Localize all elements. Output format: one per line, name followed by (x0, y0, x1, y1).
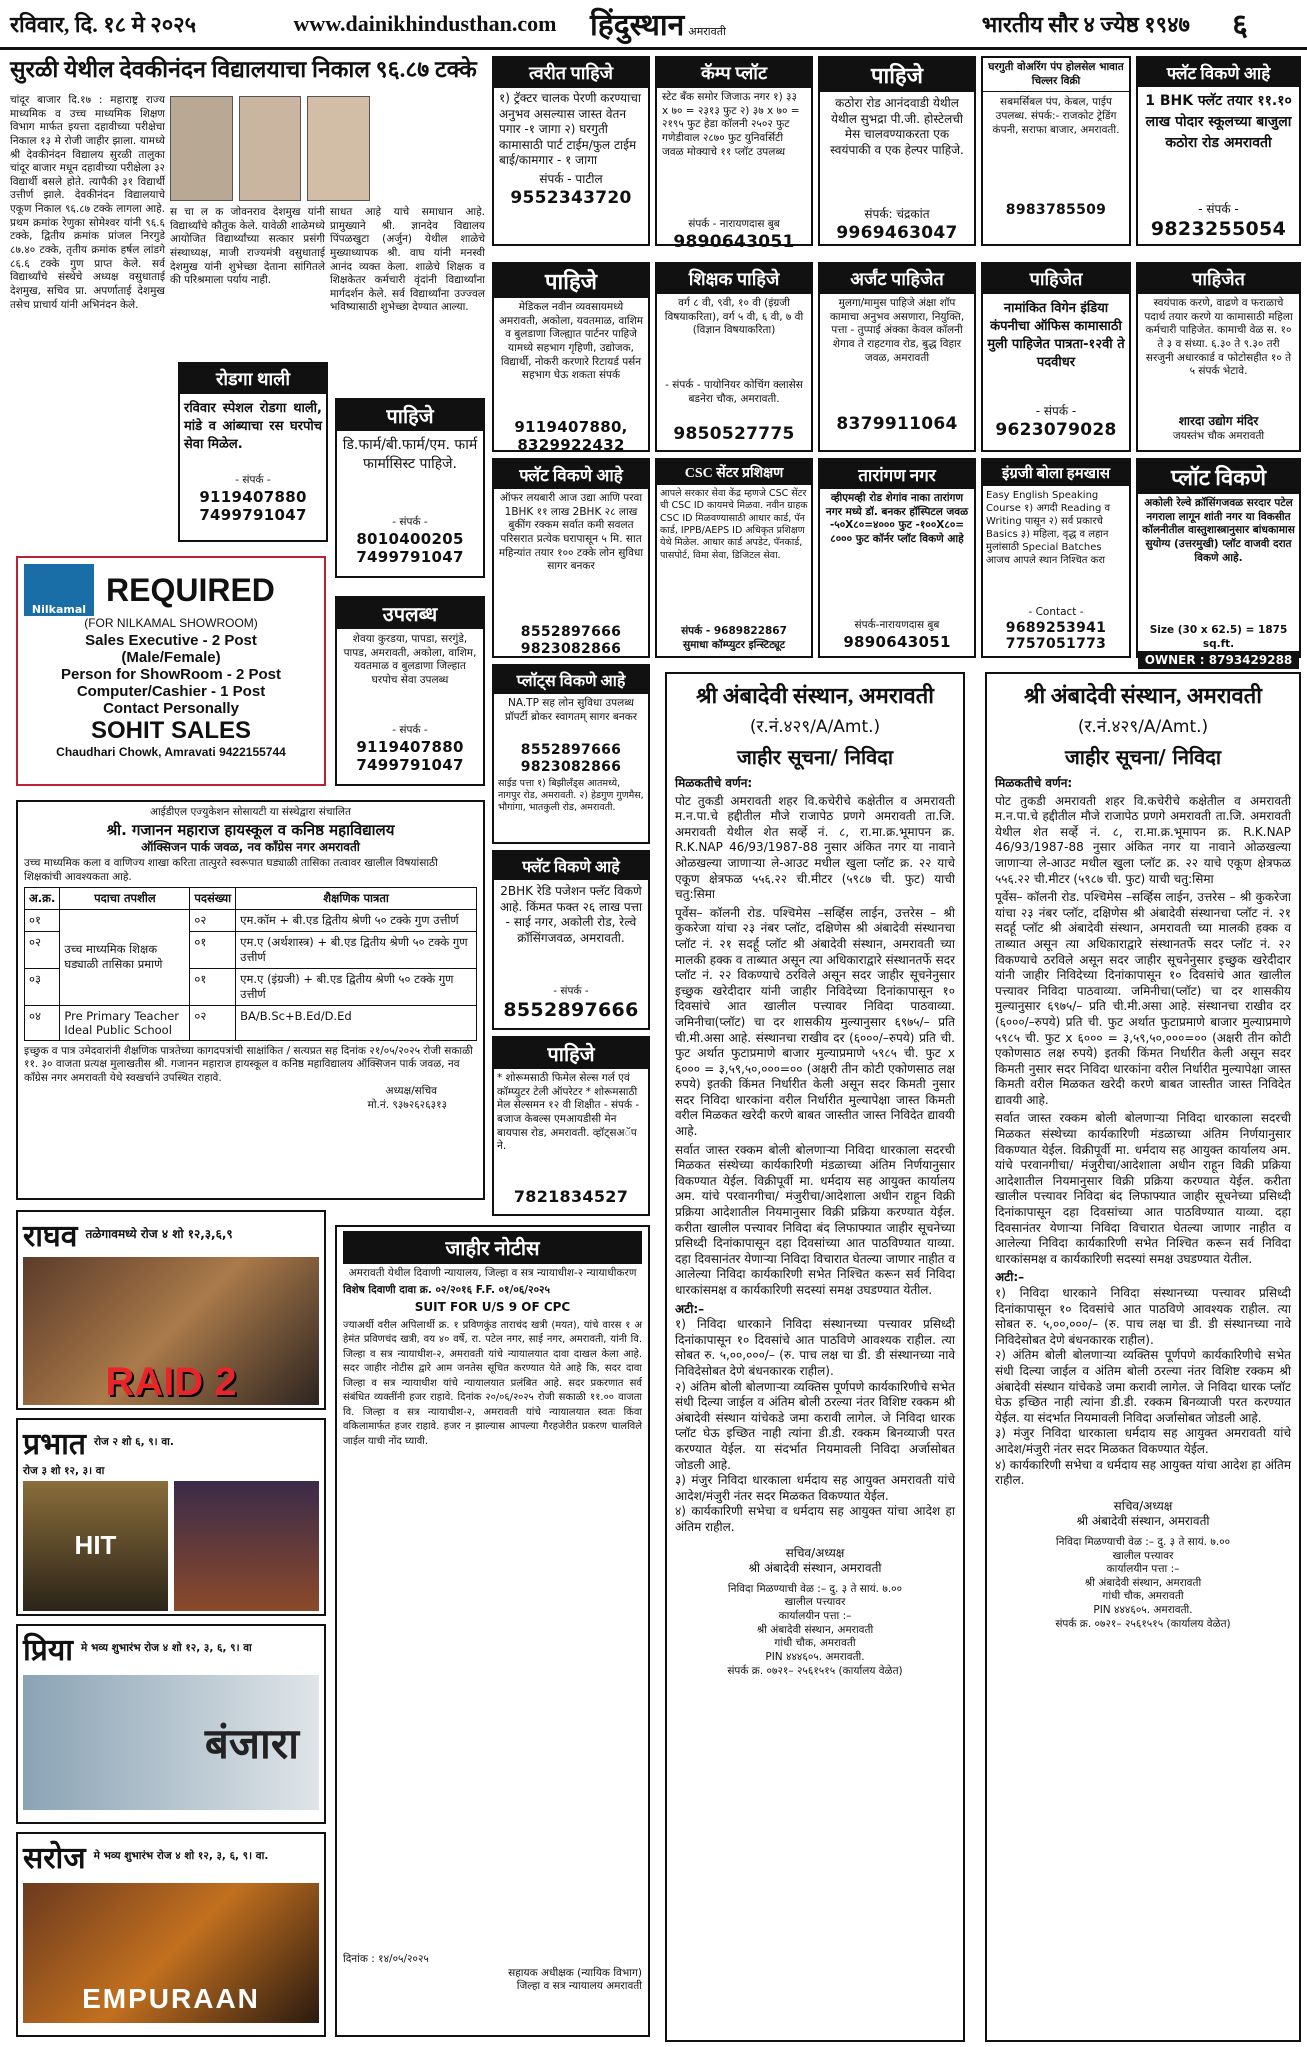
table-row: ०३ ०१ एम.ए (इंग्रजी) + बी.एड द्वितीय श्रेणी ५० टक्के गुण उत्तीर्ण (25, 968, 477, 1005)
school-notice: आईडीएल एज्युकेशन सोसायटी या संस्थेद्वारा संचालित श्री. गजानन महाराज हायस्कूल व कनिष्ठ महाविद्यालय ऑक्सिजन पार्क जवळ, नव काँग्रेस नगर अमरावती उच्च माध्यमिक कला व वाणिज्य शाखा करिता तात्पुरते स्वरूपात घड्याळी तासिका तत्वावर खालील विषयांसाठी शिक्षकांची आवश्यकता आहे. अ.क्र. पदाचा तपशील पदसंख्या शैक्षणिक पात्रता ०१ उच्च माध्यमिक शिक्षक घड्याळी तासिका प्रमाणे ०२ एम.कॉम + बी.एड द्वितीय श्रेणी ५० टक्के गुण उत्तीर्ण ०२ ०१ एम.ए (अर्थशास्त्र) + बी.एड द्वितीय श्रेणी ५० टक्के गुण उत्तीर्ण ०३ ०१ एम.ए (इंग्रजी) + बी.एड द्वितीय श्रेणी ५० टक्के गुण उत्तीर्ण ०४ Pre Primary Teacher Ideal Public School ०२ BA/B.Sc+B.Ed/D.Ed इच्छुक व पात्र उमेदवारांनी शैक्षणिक पात्रतेच्या कागदपत्रांची साक्षांकित / सत्यप्रत सह दिनांक २१/०५/२०२५ रोजी सकाळी ११. ३० वाजता प्रत्यक्ष मुलाखतीस श्री. गजानन महाराज हायस्कूल व कनिष्ठ महाविद्यालय ऑक्सिजन पार्क जवळ, नव काँग्रेस नगर अमरावती येथे स्वखर्चाने उपस्थित राहावे. अध्यक्ष/सचिव मो.नं. ९३७२६२६३१३ (16, 800, 485, 1200)
ad-urgent-wanted: अर्जंट पाहिजेत मुलगा/मामुस पाहिजे अंक्षा शॉप कामाचा अनुभव असणारा, नियुक्ति, पत्ता - तुप्पाई अंक्का केवल कॉलनी शेगाव ते राहटगाव रोड, बुद्ध विहार जवळ, अमरावती 8379911064 (818, 262, 976, 452)
ad-2bhk-flat: फ्लॅट विकणे आहे 2BHK रेडि पजेशन फ्लॅट विकणे आहे. किंमत फक्त २६ लाख पत्ता - साई नगर, अकोली रोड, रेल्वे क्रॉसिंगजवळ, अमरावती. - संपर्क - 8552897666 (492, 850, 650, 1030)
movie-poster-hit: HIT (23, 1481, 168, 1611)
cinema-raghav: राघव तळेगावमध्ये रोज ४ शो १२,३,६,९ RAID 2 (16, 1210, 326, 1410)
ad-showroom-staff: पाहिजे * शोरूमसाठी फिमेल सेल्स गर्ल एवं कॉम्प्युटर टेली ऑपरेटर * शोरूमसाठी मेल सेल्समन १२ वी शिक्षीत - संपर्क - बजाज केबल्स एमआयडीसी मेन बायपास रोड, अमरावती. व्हॉट्सअॅप ने. 7821834527 (492, 1036, 650, 1216)
lead-col-1: चांदूर बाजार दि.१७ : महाराष्ट्र राज्य माध्यमिक व उच्च माध्यमिक शिक्षण विभाग मार्फत इयत्ता दहावीच्या परीक्षेचा निकाल १३ मे रोजी जाहीर झाला. यामध्ये श्री देवकीनंदन विद्यालय सुरळी तालुका चांदूर बाजार मधून दहावीच्या परीक्षेला ३२ विद्यार्थी बसले होते. त्यापैकी ३१ विद्यार्थी उत्तीर्ण झाले. देवकीनंदन विद्यालयाचे एकूण निकाल ९६.८७ टक्के लागला आहे. प्रथम क्रमांक रेणुका सोमेश्वर यांनी ९६.६ टक्के, द्वितीय क्रमांक प्रांजल निरगुडे ८७.४० टक्के, तृतीय क्रमांक हर्षल लांडगे ८६.६ टक्के गुण प्राप्त केले. सर्व विद्यार्थ्यांचे संस्थेचे अध्यक्ष वसुधाताई देशमुख, सचिव प्रा. अपर्णाताई देशमुख तसेच प्राचार्य यांनी अभिनंदन केले. (10, 94, 165, 311)
lead-col-2: स चा ल क जोवनराव देशमुख यांनी विद्यार्थ्यांचे कौतुक केले. यावेळी शाळेमध्ये आयोजित विद्यार्थ्यांच्या सत्कार प्रसंगी संस्थाध्यक्ष, माजी राज्यमंत्री वसुधाताई देशमुख यांनी शुभेच्छा देताना सांगितले की परिश्रमाला पर्याय नाही. (170, 206, 325, 287)
ad-rodga-thali: रोडगा थाली रविवार स्पेशल रोडगा थाली, मांडे व आंब्याचा रस घरपोच सेवा मिळेल. - संपर्क - 9119407880 7499791047 (178, 362, 328, 542)
table-row: ०१ उच्च माध्यमिक शिक्षक घड्याळी तासिका प्रमाणे ०२ एम.कॉम + बी.एड द्वितीय श्रेणी ५० टक्के गुण उत्तीर्ण (25, 909, 477, 931)
tender-notice-1: श्री अंबादेवी संस्थान, अमरावती (र.नं.४२९/A/Amt.) जाहीर सूचना/ निविदा मिळकतीचे वर्णन: पोट तुकडी अमरावती शहर वि.कचेरीचे कक्षेतील व अमरावती म.न.पा.चे हद्दीतील मौजे राजापेठ प्रणगे अमरावती ता.जि. अमरावती येथील शेत सर्व्हे नं. ८, रा.मा.क्र.भूमापन क्र. R.K.NAP 46/93/1987-88 नुसार अंकित नगर या नावाने ओळखल्या जाणाऱ्या ले-आउट मधील खुला प्लॉट क्र. २२ याचे एकूण क्षेत्रफळ ५५६.२२ ची.मीटर (५९८७ ची. फुट) याची चतु:सिमा पूर्वेस– कॉलनी रोड. पश्चिमेस –सर्व्हिस लाईन, उत्तरेस – श्री कुकरेजा यांचा २३ नंबर प्लॉट, दक्षिणेस श्री अंबादेवी संस्थानचा प्लॉट नं. २१ सदर्हू प्लॉट श्री अंबादेवी संस्थान, अमरावती च्या मालकी हक्क व ताब्यात असून त्या अधिकाराद्वारे संस्थानतर्फे सदर प्लॉट नं. २२ विकण्याचे ठरविले असून सदर जाहीर सूचनेनुसार इच्छुक खरेदीदार यांनी जाहीर निविदेच्या दिनांकापासून १० दिवसांचे आत खालील पत्त्यावर निविदा पाठवाव्या. जमिनीचा(प्लॉट) चा दर शासकीय मुल्यानुसार ६९७५/– प्रति ची.मी.असा आहे. संस्थानचा राखीव दर (६०००/–रुपये) प्रति ची. फुट अर्थात फुटाप्रमाणे बाजार मुल्याप्रमाणे ५९८५ ची. फुट x ६००० = ३,५९,५०,०००=०० (अक्षरी तीन कोटी एकोणसाठ लक्ष रुपये) इतकी किंमत निर्धारीत केली असून सदर किमती नुसार सदर निविदा धारकांना वरील निर्धारीत मुल्यापेक्षा जास्त किमती वरील मिळकत खरेदी करणे बाबत जास्तीत जास्त निविदेत द्यावयी आहे. सर्वात जास्त रक्कम बोली बोलणाऱ्या निविदा धारकाला सदरची मिळकत संस्थेच्या कार्यकारिणी मंडळाच्या अंतिम निर्णयानुसार विकण्यात येईल. विक्रीपूर्वी मा. धर्मदाय सह आयुक्त कार्यालय अम. यांचे परवानगीचा/ मंजुरीचा/आदेशाला अधीन राहून विक्री प्रक्रिया आदेशातील नियमानुसार विक्री प्रक्रिया करण्यात येईल. करीता खालील पत्त्यावर निविदा बंद लिफाफ्यात जाहीर सूचनेच्या प्रसिध्दी दिनांकापासून दहा दिवसांच्या आत पाठविण्यात याव्या. दहा दिवसानंतर येणाऱ्या निविदा विचारात घेतल्या जाणार नाहीत व आलेल्या निविदा कार्यकारिणी सभेत निश्चित करून सर्व निविदा धारकांसमक्ष व कार्यकारिणी सदस्यां समक्ष उघडण्यात येतील. अटी:– १) निविदा धारकाने निविदा संस्थानच्या पत्त्यावर प्रसिध्दी दिनांकापासून १० दिवसांचे आत पाठविणे आवश्यक राहील. त्या सोबत रु. ५,००,०००/– (रु. पाच लक्ष चा डी. डी संस्थानच्या नावे निविदेसोबत देणे बंधनकारक राहील). २) अंतिम बोली बोलणाऱ्या व्यक्तिस पूर्णपणे कार्यकारिणीचे सभेत संधी दिल्या जाईल व अंतिम बोली ठरल्या नंतर विशिष्ट रक्कम श्री अंबादेवी संस्थान यांचेकडे जमा करावी लागेल. जे निविदा धारक प्लॉट घेऊ इच्छित नाही त्यांना डी.डी. रक्कम बिनव्याजी परत करण्यात येईल. या संदर्भात नियमावली निविदा अर्जासोबत जोडली आहे. ३) मंजुर निविदा धारकाला धर्मदाय सह आयुक्त अमरावती यांचे आदेश/मंजुरी नंतर सदर मिळकत विकण्यात येईल. ४) कार्यकारिणी सभेचा व धर्मदाय सह आयुक्त यांचा आदेश हा अंतिम राहील. सचिव/अध्यक्ष श्री अंबादेवी संस्थान, अमरावती निविदा मिळण्याची वेळ :– दु. ३ ते सायं. ७.०० खालील पत्त्यावर कार्यालयीन पत्ता :– श्री अंबादेवी संस्थान, अमरावती गांधी चौक, अमरावती PIN ४४४६०५. अमरावती. संपर्क क्र. ०७२१– २५६१५१५ (कार्यालय वेळेत) (665, 672, 965, 2042)
website-link[interactable]: www.dainikhindusthan.com (293, 10, 557, 36)
movie-poster-raid2: RAID 2 (23, 1257, 319, 1405)
ad-pharmacist: पाहिजे डि.फार्म/बी.फार्म/एम. फार्म फार्मासिस्ट पाहिजे. - संपर्क - 8010400205 7499791047 (335, 398, 485, 578)
student-photos (170, 96, 370, 201)
legal-notice: जाहीर नोटीस अमरावती येथील दिवाणी न्यायालय, जिल्हा व सत्र न्यायाधीश-२ न्यायाधीकरण विशेष दिवाणी दावा क्र. ०२/२०१६ F.F. ०१/०६/२०२५ SUIT FOR U/S 9 OF CPC ज्याअर्थी वरील अपिलार्थी क्र. १ प्रविणकुंड ताराचंद खत्री (मयत), यांचे वारस १ अ हेमंत प्रविणचंद खत्री, वय ४० वर्षे, रा. पटेल नगर, साई नगर, अमरावती, यांनी वि. जिल्हा व सत्र न्यायाधीश-२, अमरावती यांचे न्यायालयात दावा दाखल केला आहे. सदर जाहीर नोटीस द्वारे आम जनतेस सूचित करण्यात येते आहे कि, सदर दावा जिल्हा व सत्र न्यायाधीश यांचे न्यायालयात प्रलंबित आहे. सदर प्रकरणात सर्व संबंधित व्यक्तींनी हजर राहावे. दिनांक २०/०६/२०२५ रोजी सकाळी ११.०० वाजता वि. जिल्हा व सत्र न्यायाधीश-२, अमरावती यांचे न्यायालयात स्वतः किंवा वकिलामार्फत हजर राहावे. हजर न झाल्यास आपल्या गैरहजेरीत प्रकरण चालविले जाईल याची नोंद घ्यावी. दिनांक : १४/०५/२०२५ सहायक अधीक्षक (न्यायिक विभाग) जिल्हा व सत्र न्यायालय अमरावती (335, 1225, 650, 2037)
ad-mess-cook: पाहिजे कठोरा रोड आनंदवाडी येथील येथील सुभद्रा पी.जी. होस्टेलची मेस चालवण्याकरता एक स्वयंपाकी व एक हेल्पर पाहिजे. संपर्क: चंद्रकांत 9969463047 (818, 56, 976, 246)
table-row: ०४ Pre Primary Teacher Ideal Public School ०२ BA/B.Sc+B.Ed/D.Ed (25, 1005, 477, 1040)
ad-office-girls: पाहिजेत नामांकित विगेन इंडिया कंपनीचा ऑफिस कामासाठी मुली पाहिजेत पात्रता-१२वी ते पदवीधर - संपर्क - 9623079028 (981, 262, 1131, 452)
student-photo-3 (307, 96, 370, 201)
movie-poster-empuraan: EMPURAAN (23, 1883, 319, 2023)
ad-plot-sale: प्लॉट विकणे अकोली रेल्वे क्रॉसिंगजवळ सरदार पटेल नगराला लागून शांती नगर या विकसीत कॉलनीतील वास्तुशास्त्रानुसार बांधकामास सुयोग्य (उत्तरमुखी) प्लॉट वाजवी दरात विकणे आहे. Size (30 x 62.5) = 1875 sq.ft. OWNER : 8793429288 (1136, 458, 1301, 658)
student-photo-2 (239, 96, 302, 201)
ad-nilkamal: Nilkamal REQUIRED (FOR NILKAMAL SHOWROOM) Sales Executive - 2 Post (Male/Female) Person for ShowRoom - 2 Post Computer/Cashier - 1 Post Contact Personally SOHIT SALES Chaudhari Chowk, Amravati 9422155744 (16, 556, 326, 786)
ad-csc-training: CSC सेंटर प्रशिक्षण आपले सरकार सेवा केंद्र म्हणजे CSC सेंटर ची CSC ID कायमचे मिळवा. नवीन ग्राहक CSC ID मिळवण्यासाठी आधार कार्ड, पॅन कार्ड, IPPB/AEPS ID अधिकृत प्रशिक्षण येथे मिळेल. आधार कार्ड अपडेट, पॅनकार्ड, पासपोर्ट, विमा सेवा, डिजिटल सेवा. संपर्क - 9689822867 सुमाधा कॉम्प्युटर इन्स्टिट्यूट (655, 458, 813, 658)
cinema-priya: प्रिया मे भव्य शुभारंभ रोज ४ शो १२, ३, ६, ९। वा बंजारा (16, 1624, 326, 1824)
ad-plots-sale: प्लॉट्स विकणे आहे NA.TP सह लोन सुविधा उपलब्ध प्रॉपर्टी ब्रोकर स्वागतम् सागर बनकर 8552897666 9823082866 साईड पत्ता १) बिझीलॅंड्स आतमध्ये, नागपुर रोड, अमरावती. २) हेडगुण गुणमैस, भौगांगा, भातकुली रोड, अमरावती. (492, 664, 650, 844)
movie-poster-2 (174, 1481, 319, 1611)
ad-teacher-wanted: शिक्षक पाहिजे वर्ग ८ वी, ९वी, १० वी (इंग्रजी विषयाकरिता), वर्ग ५ वी, ६ वी, ७ वी (विज्ञान विषयाकरिता) - संपर्क - पायोनियर कोचिंग क्लासेस बडनेरा चौक, अमरावती. 9850527775 (655, 262, 813, 452)
table-row: ०२ ०१ एम.ए (अर्थशास्त्र) + बी.एड द्वितीय श्रेणी ५० टक्के गुण उत्तीर्ण (25, 931, 477, 968)
ad-medical-partner: पाहिजे मेडिकल नवीन व्यवसायमध्ये अमरावती, अकोला, यवतमाळ, वाशिम व बुलडाणा जिल्ह्यात पार्टनर पाहिजे यामध्ये सहभाग गृहिणी, उद्योजक, विद्यार्थी, नोकरी करणारे रिटायर्ड पर्सन सहभाग घेऊ शकता संपर्क 9119407880, 8329922432 (492, 262, 650, 452)
student-photo-1 (170, 96, 233, 201)
ad-flat-sale-1: फ्लॅट विकणे आहे 1 BHK फ्लॅट तयार ११.१० लाख पोदार स्कूलच्या बाजुला कठोरा रोड अमरावती - संपर्क - 9823255054 (1136, 56, 1301, 246)
tender-notice-2: श्री अंबादेवी संस्थान, अमरावती (र.नं.४२९/A/Amt.) जाहीर सूचना/ निविदा मिळकतीचे वर्णन: पोट तुकडी अमरावती शहर वि.कचेरीचे कक्षेतील व अमरावती म.न.पा.चे हद्दीतील मौजे राजापेठ प्रणगे अमरावती ता.जि. अमरावती येथील शेत सर्व्हे नं. ८, रा.मा.क्र.भूमापन क्र. R.K.NAP 46/93/1987-88 नुसार अंकित नगर या नावाने ओळखल्या जाणाऱ्या ले-आउट मधील खुला प्लॉट क्र. २२ याचे एकूण क्षेत्रफळ ५५६.२२ ची.मीटर (५९८७ ची. फुट) याची चतु:सिमा पूर्वेस– कॉलनी रोड. पश्चिमेस –सर्व्हिस लाईन, उत्तरेस – श्री कुकरेजा यांचा २३ नंबर प्लॉट, दक्षिणेस श्री अंबादेवी संस्थानचा प्लॉट नं. २१ सदर्हू प्लॉट श्री अंबादेवी संस्थान, अमरावती च्या मालकी हक्क व ताब्यात असून त्या अधिकाराद्वारे संस्थानतर्फे सदर प्लॉट नं. २२ विकण्याचे ठरविले असून सदर जाहीर सूचनेनुसार इच्छुक खरेदीदार यांनी जाहीर निविदेच्या दिनांकापासून १० दिवसांचे आत खालील पत्त्यावर निविदा पाठवाव्या. जमिनीचा(प्लॉट) चा दर शासकीय मुल्यानुसार ६९७५/– प्रति ची.मी.असा आहे. संस्थानचा राखीव दर (६०००/–रुपये) प्रति ची. फुट अर्थात फुटाप्रमाणे बाजार मुल्याप्रमाणे ५९८५ ची. फुट x ६००० = ३,५९,५०,०००=०० (अक्षरी तीन कोटी एकोणसाठ लक्ष रुपये) इतकी किंमत निर्धारीत केली असून सदर किमती नुसार सदर निविदा धारकांना वरील निर्धारीत मुल्यापेक्षा जास्त किमती वरील मिळकत खरेदी करणे बाबत जास्तीत जास्त निविदेत द्यावयी आहे. सर्वात जास्त रक्कम बोली बोलणाऱ्या निविदा धारकाला सदरची मिळकत संस्थेच्या कार्यकारिणी मंडळाच्या अंतिम निर्णयानुसार विकण्यात येईल. विक्रीपूर्वी मा. धर्मदाय सह आयुक्त कार्यालय अम. यांचे परवानगीचा/ मंजुरीचा/आदेशाला अधीन राहून विक्री प्रक्रिया आदेशातील नियमानुसार विक्री प्रक्रिया करण्यात येईल. करीता खालील पत्त्यावर निविदा बंद लिफाफ्यात जाहीर सूचनेच्या प्रसिध्दी दिनांकापासून दहा दिवसांच्या आत पाठविण्यात याव्या. दहा दिवसानंतर येणाऱ्या निविदा विचारात घेतल्या जाणार नाहीत व आलेल्या निविदा कार्यकारिणी सभेत निश्चित करून सर्व निविदा धारकांसमक्ष व कार्यकारिणी सदस्यां समक्ष उघडण्यात येतील. अटी:– १) निविदा धारकाने निविदा संस्थानच्या पत्त्यावर प्रसिध्दी दिनांकापासून १० दिवसांचे आत पाठविणे आवश्यक राहील. त्या सोबत रु. ५,००,०००/– (रु. पाच लक्ष चा डी. डी संस्थानच्या नावे निविदेसोबत देणे बंधनकारक राहील). २) अंतिम बोली बोलणाऱ्या व्यक्तिस पूर्णपणे कार्यकारिणीचे सभेत संधी दिल्या जाईल व अंतिम बोली ठरल्या नंतर विशिष्ट रक्कम श्री अंबादेवी संस्थान यांचेकडे जमा करावी लागेल. जे निविदा धारक प्लॉट घेऊ इच्छित नाही त्यांना डी.डी. रक्कम बिनव्याजी परत करण्यात येईल. या संदर्भात नियमावली निविदा अर्जासोबत जोडली आहे. ३) मंजुर निविदा धारकाला धर्मदाय सह आयुक्त अमरावती यांचे आदेश/मंजुरी नंतर सदर मिळकत विकण्यात येईल. ४) कार्यकारिणी सभेचा व धर्मदाय सह आयुक्त यांचा आदेश हा अंतिम राहील. सचिव/अध्यक्ष श्री अंबादेवी संस्थान, अमरावती निविदा मिळण्याची वेळ :– दु. ३ ते सायं. ७.०० खालील पत्त्यावर कार्यालयीन पत्ता :– श्री अंबादेवी संस्थान, अमरावती गांधी चौक, अमरावती PIN ४४४६०५. अमरावती. संपर्क क्र. ०७२१– २५६१५१५ (कार्यालय वेळेत) (985, 672, 1301, 2042)
ad-papad-available: उपलब्ध शेवया कुरडया, पापडा, सरगुंडे, पापड, अमरावती, अकोला, वाशिम, यवतमाळ व बुलडाणा जिल्हात घरपोच सेवा उपलब्ध - संपर्क - 9119407880 7499791047 (335, 596, 485, 786)
ad-camp-plot: कॅम्प प्लॉट स्टेट बँक समोर जिजाऊ नगर १) ३३ x ७० = २३१३ फुट २) ३७ x ७० = २१९५ फुट हेडा कॉलनी २५०२ फुट गणेडीवाल २८७० फुट युनिवर्सिटी जवळ मोक्याचे ११ प्लॉट उपलब्ध संपर्क - नारायणदास बुब 9890643051 (655, 56, 813, 246)
cinema-prabhat: प्रभात रोज २ शो ६, ९। वा. रोज ३ शो १२, ३। वा HIT (16, 1418, 326, 1616)
ad-cook-wanted: पाहिजेत स्वयंपाक करणे, वाढणे व फराळाचे पदार्थ तयार करणे या कामासाठी महिला कर्मचारी पाहिजेत. कामाची वेळ स. १० ते ३ व संध्या. ६.३० ते ९.३० तरी सरजुनी अधारकार्ड व फोटोसहीत १० ते ५ संपर्क भेटावे. शारदा उद्योग मंदिर जयस्तंभ चौक अमरावती (1136, 262, 1301, 452)
ad-english-course: इंग्रजी बोला हमखास Easy English Speaking Course १) अगदी Reading व Writing पासून २) सर्व प्रकारचे Basics ३) महिला, वृद्ध व लहान मुलांसाठी Special Batches आजच आपले स्थान निश्चित करा - Contact - 9689253941 7757051773 (981, 458, 1131, 658)
ad-flat-sale-2: फ्लॅट विकणे आहे ऑफर लयबारी आज उद्या आणि परवा 1BHK ११ लाख 2BHK २८ लाख बुकींग रक्कम सर्वात कमी सवलत परिसरात प्रत्येक घरापासून ५ मि. सात महिन्यांत तयार १०० टक्के लोन सुविधा सागर बनकर 8552897666 9823082866 (492, 458, 650, 658)
school-posts-table: अ.क्र. पदाचा तपशील पदसंख्या शैक्षणिक पात्रता ०१ उच्च माध्यमिक शिक्षक घड्याळी तासिका प्रमाणे ०२ एम.कॉम + बी.एड द्वितीय श्रेणी ५० टक्के गुण उत्तीर्ण ०२ ०१ एम.ए (अर्थशास्त्र) + बी.एड द्वितीय श्रेणी ५० टक्के गुण उत्तीर्ण ०३ ०१ एम.ए (इंग्रजी) + बी.एड द्वितीय श्रेणी ५० टक्के गुण उत्तीर्ण ०४ Pre Primary Teacher Ideal Public School ०२ BA/B.Sc+B.Ed/D.Ed (24, 887, 477, 1041)
ad-pump-sale: घरगुती वोअरिंग पंप होलसेल भावात चिल्लर विक्री सबमर्सिबल पंप, केबल, पाईप उपलब्ध. संपर्क:- राजकोट ट्रेडिंग कंपनी, सराफा बाजार, अमरावती. 8983785509 (981, 56, 1131, 246)
ad-tractor-driver: त्वरीत पाहिजे १) ट्रॅक्टर चालक पेरणी करण्याचा अनुभव असल्यास जास्त वेतन पगार -१ जागा २) घरगुती कामासाठी पार्ट टाईम/फुल टाईम बाई/कामगार - १ जागा संपर्क - पाटील 9552343720 (492, 56, 650, 246)
nilkamal-logo: Nilkamal (24, 564, 94, 616)
issue-date: रविवार, दि. १८ मे २०२५ (10, 11, 197, 37)
page-number: ६ (1232, 9, 1248, 42)
ad-tarangan-nagar: तारांगण नगर व्हीएमव्ही रोड शेगांव नाका तारांगण नगर मध्ये डॉ. बनकर हॉस्पिटल जवळ -५०X८०=४००० फुट -१००X८०= ८००० फुट कॉर्नर प्लॉट विकणे आहे संपर्क-नारायणदास बुब 9890643051 (818, 458, 976, 658)
newspaper-logo: हिंदुस्थान अमरावती (590, 9, 726, 42)
lead-headline: सुरळी येथील देवकीनंदन विद्यालयाचा निकाल ९६.८७ टक्के (10, 57, 477, 82)
cinema-saroj: सरोज मे भव्य शुभारंभ रोज ४ शो १२, ३, ६, ९। वा. EMPURAAN (16, 1832, 326, 2037)
movie-poster-banjara: बंजारा (23, 1675, 319, 1810)
indian-date: भारतीय सौर ४ ज्येष्ठ १९४७ (981, 11, 1190, 37)
masthead (0, 0, 1307, 50)
lead-col-3: साधत आहे याचे समाधान आहे. प्रामुख्याने श्री. ज्ञानदेव विद्यालय पिंपळखुटा (अर्जुन) येथील शाळेचे मुख्याध्यापक श्री. वाघ यांनी मनस्वी आनंद व्यक्त केला. शाळेचे शिक्षक व शिक्षकेतर कर्मचारी वृंदांनी विद्यार्थ्यांना मार्गदर्शन केले. सर्व विद्यार्थ्यांना उज्ज्वल भविष्यासाठी शुभेच्छा देण्यात आल्या. (330, 206, 485, 314)
